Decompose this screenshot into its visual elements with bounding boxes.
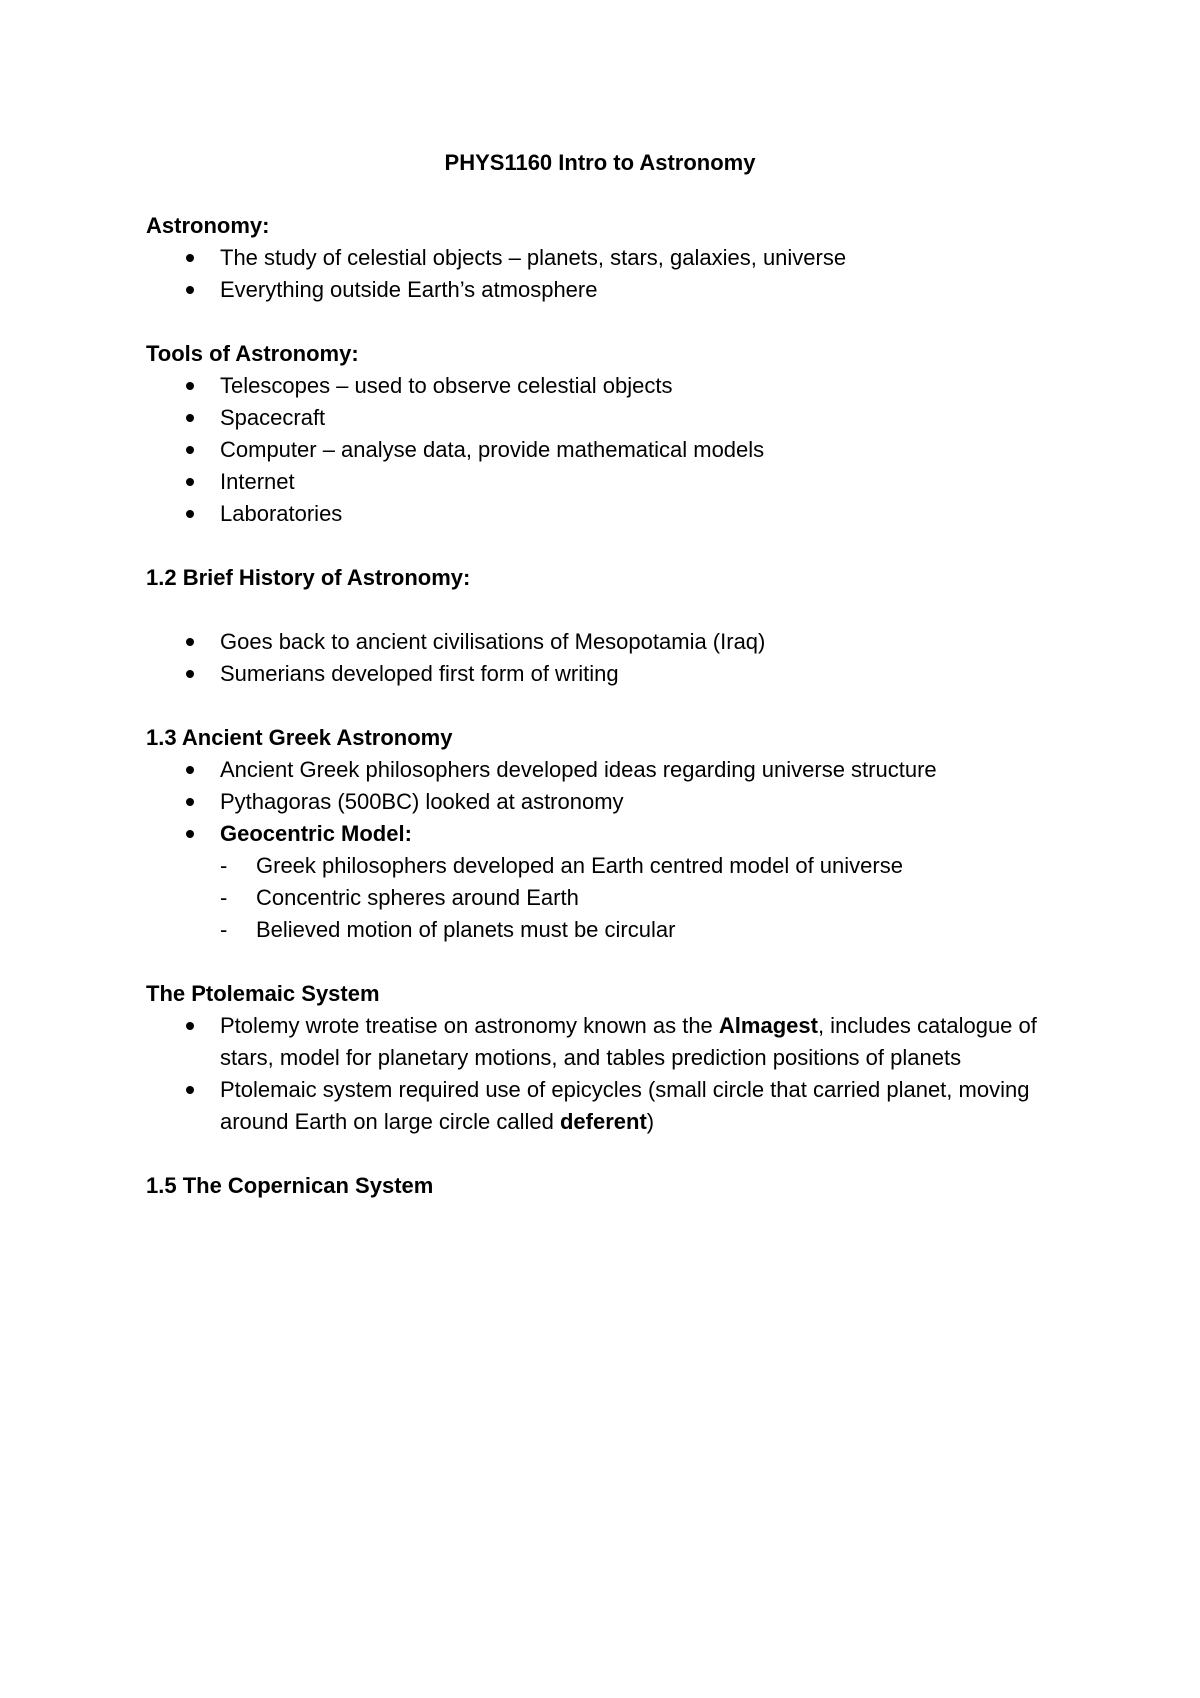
bold-term-almagest: Almagest [718, 1013, 818, 1038]
list-item: Telescopes – used to observe celestial objects [146, 370, 1046, 402]
list-item: Spacecraft [146, 402, 1046, 434]
geocentric-label: Geocentric Model: [220, 821, 412, 846]
list-item: Everything outside Earth’s atmosphere [146, 274, 1046, 306]
document-title: PHYS1160 Intro to Astronomy [444, 150, 756, 175]
list-item: Goes back to ancient civilisations of Mesopotamia (Iraq) [146, 626, 1046, 658]
section-history [146, 562, 1046, 690]
text-run: Ptolemy wrote treatise on astronomy known as the [220, 1013, 719, 1038]
bullet-list [146, 242, 1046, 306]
text-run: ) [646, 1109, 655, 1134]
dash-item: - Concentric spheres around Earth [220, 882, 1046, 914]
list-item-geocentric [146, 818, 1046, 946]
section-heading: 1.5 The Copernican System [146, 1173, 434, 1198]
section-ptolemaic [146, 978, 1046, 1138]
list-item: Internet [146, 466, 1046, 498]
list-item: Pythagoras (500BC) looked at astronomy [146, 786, 1046, 818]
document-body [146, 210, 1046, 1234]
section-heading: 1.2 Brief History of Astronomy: [146, 565, 471, 590]
section-astronomy [146, 210, 1046, 306]
text-run: Ptolemaic system required use of epicycles (small circle that carried planet, moving around Earth on large circle called [220, 1077, 1030, 1134]
dash-item: - Greek philosophers developed an Earth centred model of universe [220, 850, 1046, 882]
section-copernican [146, 1170, 1046, 1202]
section-heading: The Ptolemaic System [146, 981, 380, 1006]
list-item: The study of celestial objects – planets, stars, galaxies, universe [146, 242, 1046, 274]
list-item: Computer – analyse data, provide mathematical models [146, 434, 1046, 466]
list-item: Sumerians developed first form of writing [146, 658, 1046, 690]
dash-item: - Believed motion of planets must be circular [220, 914, 1046, 946]
bullet-list [146, 1010, 1046, 1138]
bullet-list [146, 370, 1046, 530]
section-heading: 1.3 Ancient Greek Astronomy [146, 725, 453, 750]
bullet-list [146, 626, 1046, 690]
section-heading: Tools of Astronomy: [146, 341, 359, 366]
list-item: Laboratories [146, 498, 1046, 530]
dash-list [220, 850, 1046, 946]
list-item [146, 1010, 1046, 1074]
section-tools [146, 338, 1046, 530]
section-heading: Astronomy: [146, 213, 270, 238]
bullet-list [146, 754, 1046, 946]
bold-term-deferent: deferent [559, 1109, 647, 1134]
section-greek [146, 722, 1046, 946]
list-item [146, 1074, 1046, 1138]
text-run: , includes catalogue of stars, model for planetary motions, and tables prediction positions of planets [220, 1013, 1037, 1070]
list-item: Ancient Greek philosophers developed ideas regarding universe structure [146, 754, 1046, 786]
